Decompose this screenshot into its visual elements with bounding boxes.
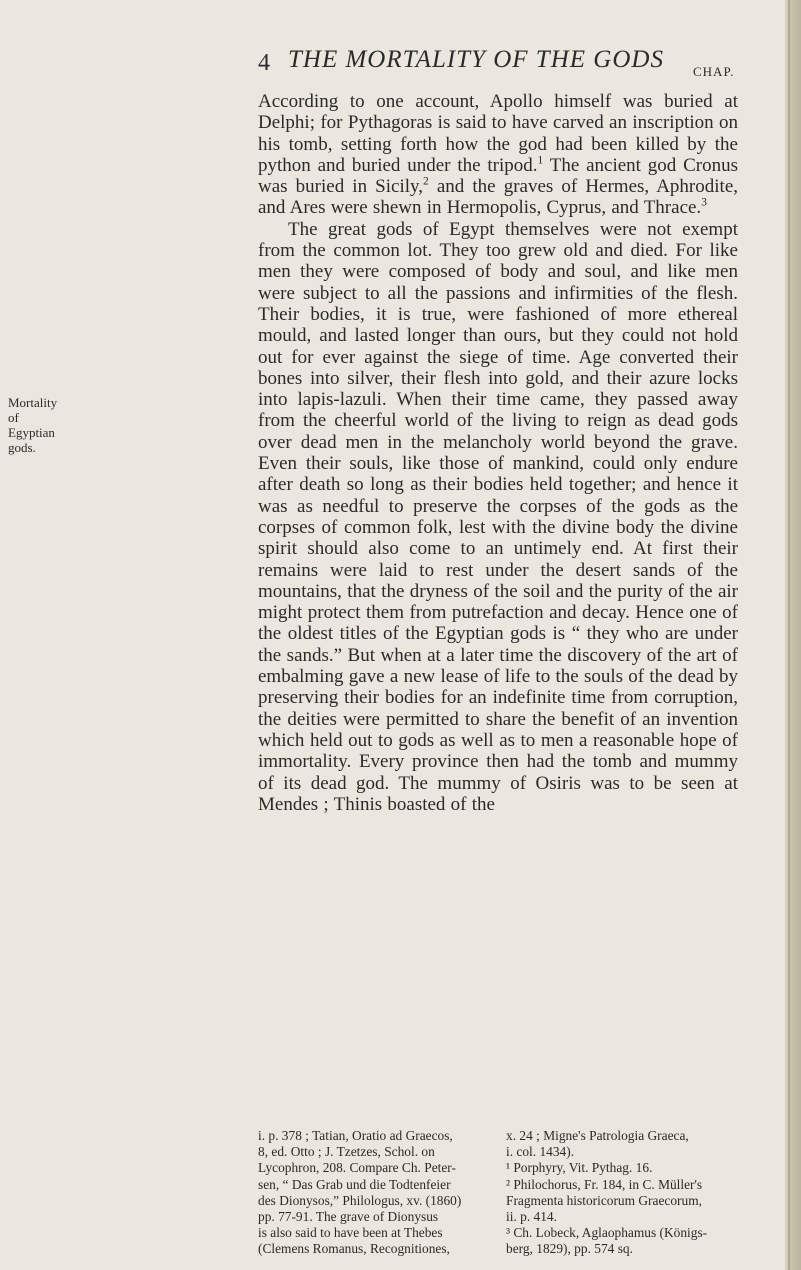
- footnote-line: pp. 77-91. The grave of Dionysus: [258, 1209, 439, 1225]
- footnote-line: Lycophron, 208. Compare Ch. Peter-: [258, 1160, 456, 1176]
- page-edge-binding: [785, 0, 801, 1270]
- footnote-line: is also said to have been at Thebes: [258, 1225, 443, 1241]
- sidenote-line: Egyptian: [8, 425, 55, 440]
- footnote-line: berg, 1829), pp. 574 sq.: [506, 1241, 633, 1257]
- footnotes: [258, 1128, 743, 1258]
- footnotes-right-column: [506, 1128, 742, 1258]
- page-number: 4: [258, 50, 270, 76]
- running-title: THE MORTALITY OF THE GODS: [288, 46, 664, 73]
- margin-sidenote: [8, 395, 70, 455]
- sidenote-line: gods.: [8, 440, 36, 455]
- footnote-line: 8, ed. Otto ; J. Tzetzes, Schol. on: [258, 1144, 435, 1160]
- body-text: [258, 91, 738, 815]
- footnote-line: i. p. 378 ; Tatian, Oratio ad Graecos,: [258, 1128, 453, 1143]
- footnote-line: ii. p. 414.: [506, 1209, 557, 1225]
- footnote-ref: 2: [423, 175, 429, 188]
- footnote-line: (Clemens Romanus, Recognitiones,: [258, 1241, 450, 1257]
- footnote-ref: 1: [537, 154, 544, 167]
- footnote-line: sen, “ Das Grab und die Todtenfeier: [258, 1176, 451, 1192]
- page-header: [258, 40, 758, 80]
- paragraph-2: The great gods of Egypt themselves were not exempt from the common lot. They too grew old and died. For like men they were composed of body and soul, and like men were subject to all the passions and infirmities of the flesh. Their bodies, it is true, were fashioned of more ethereal mould, and lasted longer than ours, but they could not hold out for ever against the siege of time. Age converted their bones into silver, their flesh into gold, and their azure locks into lapis-lazuli. When their time came, they passed away from the cheerful world of the living to reign as dead gods over dead men in the melancholy world beyond the grave. Even their souls, like those of mankind, could only endure after death so long as their bodies held together; and hence it was as needful to preserve the corpses of the gods as the corpses of common folk, lest with the divine body the divine spirit should also come to an untimely end. At first their remains were laid to rest under the desert sands of the mountains, that the dryness of the soil and the purity of the air might protect them from putrefaction and decay. Hence one of the oldest titles of the Egyptian gods is “ they who are under the sands.” But when at a later time the discovery of the art of embalming gave a new lease of life to the souls of the dead by preserving their bodies for an indefinite time from corruption, the deities were permitted to share the benefit of an invention which held out to gods as well as to men a reasonable hope of immortality. Every province then had the tomb and mummy of its dead god. The mummy of Osiris was to be seen at Mendes ; Thinis boasted of the: [258, 218, 738, 815]
- footnotes-left-column: [258, 1128, 494, 1258]
- footnote-line: Fragmenta historicorum Graecorum,: [506, 1192, 702, 1208]
- paragraph-1: [258, 91, 738, 219]
- footnote-line: i. col. 1434).: [506, 1144, 575, 1160]
- sidenote-line: of: [8, 410, 19, 425]
- footnote-line: x. 24 ; Migne's Patrologia Graeca,: [506, 1128, 689, 1143]
- footnote-line: ³ Ch. Lobeck, Aglaophamus (Königs-: [506, 1225, 708, 1241]
- paragraph-1-text-c: and the graves of Hermes, Aphrodite, and Ares were shewn in Hermopolis, Cyprus, and Thrace.: [258, 176, 738, 219]
- footnote-line: ¹ Porphyry, Vit. Pythag. 16.: [506, 1160, 653, 1176]
- chapter-label: CHAP.: [693, 64, 735, 79]
- footnote-line: des Dionysos,” Philologus, xv. (1860): [258, 1192, 462, 1208]
- paragraph-1-text-a: According to one account, Apollo himself was buried at Delphi; for Pythagoras is said to have carved an inscription on his tomb, setting forth how the god had been killed by the python and buried under the tripod.: [258, 91, 738, 176]
- sidenote-line: Mortality: [8, 395, 58, 410]
- footnote-ref: 3: [701, 197, 707, 210]
- footnote-line: ² Philochorus, Fr. 184, in C. Müller's: [506, 1176, 703, 1192]
- paragraph-1-text-b: The ancient god Cronus was buried in Sicily,: [258, 154, 739, 198]
